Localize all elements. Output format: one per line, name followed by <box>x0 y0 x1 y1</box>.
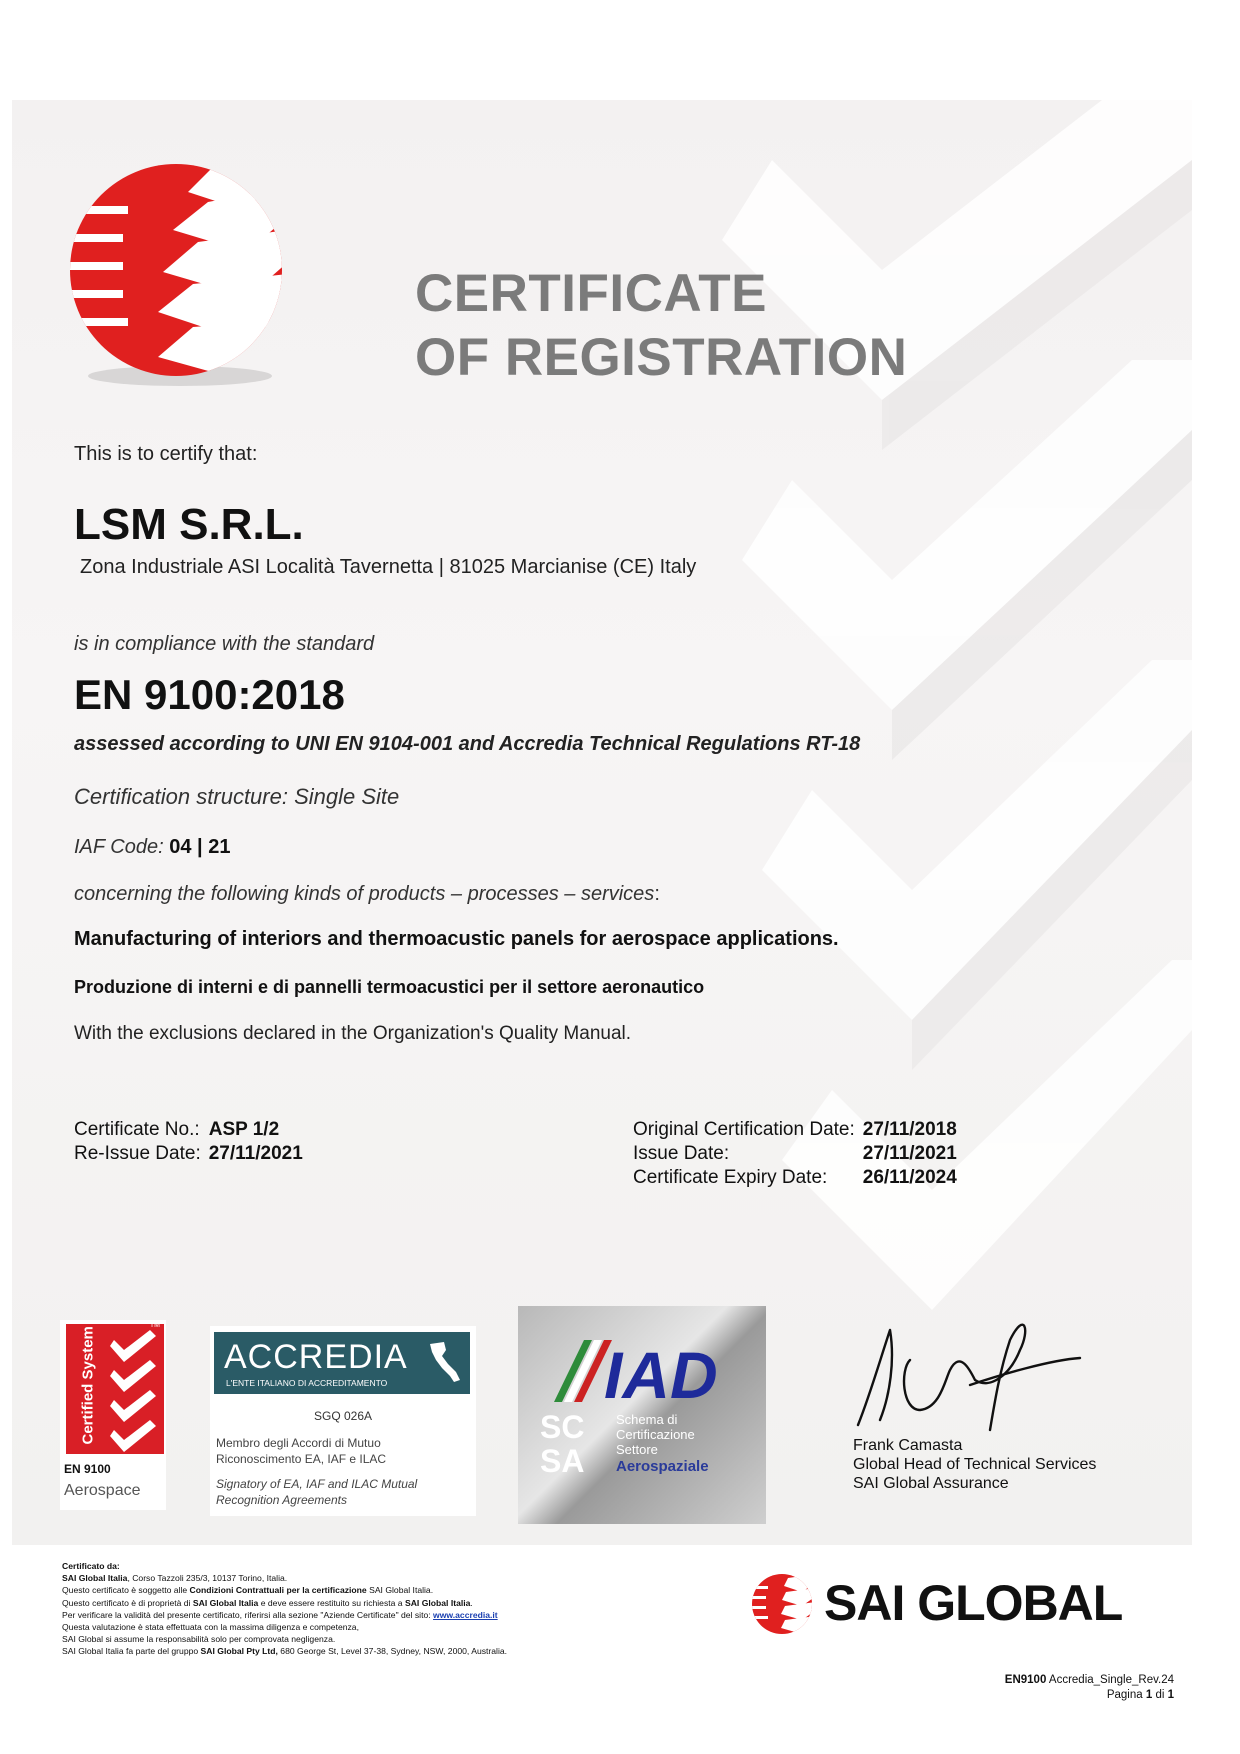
fine-line-2 <box>62 1572 682 1584</box>
fine-bold: SAI Global Italia <box>62 1573 128 1584</box>
exclusions-note: With the exclusions declared in the Organization's Quality Manual. <box>74 1023 632 1044</box>
sa-text: SA <box>540 1443 585 1479</box>
certification-structure: Certification structure: Single Site <box>74 784 400 809</box>
detail-value: 26/11/2024 <box>862 1167 957 1188</box>
badge-vertical-text: Certified System <box>79 1326 97 1445</box>
signatory-org: SAI Global Assurance <box>853 1475 1009 1492</box>
detail-value: 27/11/2021 <box>862 1143 957 1164</box>
sc-sa-mark <box>540 1410 584 1478</box>
detail-label: Certificate No.: <box>74 1119 200 1140</box>
trademark: TM <box>149 1322 160 1329</box>
scheme-line-3: Settore <box>616 1442 658 1457</box>
revision-code <box>1005 1673 1174 1688</box>
member-line-2: Riconoscimento EA, IAF e ILAC <box>216 1452 387 1466</box>
page-total: 1 <box>1167 1689 1174 1701</box>
page-prefix: Pagina <box>1106 1689 1146 1701</box>
iaf-label: IAF Code: <box>74 836 164 858</box>
fine-text: SAI Global Italia fa parte del gruppo <box>62 1646 201 1657</box>
fine-line-1: Certificato da: <box>62 1561 120 1571</box>
scope-intro <box>74 883 660 906</box>
fine-line-6: Questa valutazione è stata effettuata con la massima diligenza e competenza, <box>62 1622 359 1633</box>
compliance-intro: is in compliance with the standard <box>74 633 375 655</box>
scope-italian: Produzione di interni e di pannelli termoacustici per il settore aeronautico <box>74 977 705 997</box>
fine-text: 680 George St, Level 37-38, Sydney, NSW, 2000, Australia. <box>277 1646 508 1657</box>
fine-line-4 <box>62 1597 682 1609</box>
accredia-banner <box>214 1332 470 1394</box>
iad-logo <box>518 1306 766 1524</box>
fine-text: Questo certificato è soggetto alle <box>62 1585 190 1596</box>
signatory-block <box>853 1436 1096 1493</box>
signatory-role: Global Head of Technical Services <box>853 1456 1097 1473</box>
accredia-link[interactable]: www.accredia.it <box>433 1609 498 1620</box>
fine-text: Per verificare la validità del presente certificato, riferirsi alla sezione "Aziende Certificate" del sito: <box>62 1609 434 1620</box>
fine-bold: Condizioni Contrattuali per la certificazione <box>189 1585 367 1596</box>
detail-row <box>633 1142 957 1166</box>
fine-text: SAI Global Italia. <box>366 1585 434 1596</box>
title-line-2: OF REGISTRATION <box>415 328 908 387</box>
iad-sector: Aerospaziale <box>616 1458 709 1475</box>
badge-red-panel <box>66 1324 164 1454</box>
italy-map-icon <box>426 1342 462 1386</box>
fine-text: Questo certificato è di proprietà di <box>62 1597 193 1608</box>
detail-label: Re-Issue Date: <box>74 1143 201 1164</box>
scope-intro-text: concerning the following kinds of products – processes – services <box>74 883 655 905</box>
fine-text: , Corso Tazzoli 235/3, 10137 Torino, Italia. <box>127 1573 288 1584</box>
title-line-1: CERTIFICATE <box>415 264 767 323</box>
iad-scheme <box>616 1412 695 1457</box>
scheme-line-2: Certificazione <box>616 1427 695 1442</box>
signatory-name: Frank Camasta <box>853 1437 963 1454</box>
svg-text:IAD: IAD <box>604 1338 718 1404</box>
accredia-signatory <box>216 1476 417 1508</box>
iaf-value: 04 | 21 <box>169 836 231 858</box>
sai-global-brand <box>752 1572 1172 1636</box>
company-name: LSM S.R.L. <box>74 500 304 549</box>
fine-bold: SAI Global Pty Ltd, <box>200 1646 278 1657</box>
page-of: di <box>1152 1689 1168 1701</box>
badge-checkmarks-icon <box>110 1330 160 1454</box>
detail-row <box>74 1118 303 1142</box>
fine-line-8 <box>62 1645 682 1657</box>
sai-globe-small-icon <box>752 1572 816 1636</box>
scope-intro-colon: : <box>654 883 660 905</box>
sc-text: SC <box>540 1409 585 1445</box>
accredia-logo <box>210 1326 476 1516</box>
detail-row <box>633 1166 957 1190</box>
fine-line-3 <box>62 1584 682 1596</box>
detail-value: ASP 1/2 <box>208 1119 280 1140</box>
standard-name: EN 9100:2018 <box>74 671 345 718</box>
scheme-line-1: Schema di <box>616 1412 678 1427</box>
signatory-line-2: Recognition Agreements <box>216 1493 347 1507</box>
scope-english: Manufacturing of interiors and thermoacustic panels for aerospace applications. <box>74 928 839 950</box>
company-address: Zona Industriale ASI Località Tavernetta | 81025 Marcianise (CE) Italy <box>80 556 697 578</box>
page-number <box>1005 1688 1174 1703</box>
detail-value: 27/11/2018 <box>862 1119 957 1140</box>
sai-globe-logo <box>68 162 288 392</box>
detail-label: Certificate Expiry Date: <box>633 1167 828 1188</box>
certify-intro: This is to certify that: <box>74 443 258 465</box>
detail-row <box>633 1118 957 1142</box>
document-revision <box>1005 1673 1174 1703</box>
member-line-1: Membro degli Accordi di Mutuo <box>216 1436 381 1450</box>
revision-text: Accredia_Single_Rev.24 <box>1046 1674 1174 1686</box>
certifier-fine-print <box>62 1560 682 1658</box>
fine-line-5 <box>62 1609 682 1621</box>
accredia-member <box>216 1435 386 1467</box>
fine-line-7: SAI Global si assume la responsabilità solo per comprovata negligenza. <box>62 1634 336 1645</box>
fine-text: . <box>470 1597 473 1608</box>
detail-value: 27/11/2021 <box>208 1143 303 1164</box>
certificate-details-right <box>633 1118 957 1190</box>
detail-label: Issue Date: <box>633 1143 730 1164</box>
assessment-basis: assessed according to UNI EN 9104-001 and Accredia Technical Regulations RT-18 <box>74 733 861 755</box>
accredia-subtitle: L'ENTE ITALIANO DI ACCREDITAMENTO <box>226 1378 388 1388</box>
iad-wordmark-icon <box>544 1330 744 1404</box>
accredia-code: SGQ 026A <box>313 1409 373 1423</box>
detail-row <box>74 1142 303 1166</box>
revision-standard: EN9100 <box>1004 1674 1047 1686</box>
iaf-code <box>74 836 230 859</box>
certified-system-badge <box>60 1320 166 1510</box>
certificate-details-left <box>74 1118 303 1166</box>
page-current: 1 <box>1145 1689 1153 1701</box>
fine-text: e deve essere restituito su richiesta a <box>258 1597 405 1608</box>
sai-global-wordmark: SAI GLOBAL <box>824 1575 1123 1631</box>
handwritten-signature <box>850 1300 1100 1440</box>
detail-label: Original Certification Date: <box>633 1119 855 1140</box>
fine-bold: SAI Global Italia <box>404 1597 471 1608</box>
signatory-line-1: Signatory of EA, IAF and ILAC Mutual <box>216 1477 418 1491</box>
certificate-title <box>415 262 907 390</box>
accredia-name: ACCREDIA <box>224 1338 408 1376</box>
badge-standard: EN 9100 <box>64 1462 111 1476</box>
badge-sector: Aerospace <box>64 1482 141 1499</box>
fine-bold: SAI Global Italia <box>192 1597 259 1608</box>
